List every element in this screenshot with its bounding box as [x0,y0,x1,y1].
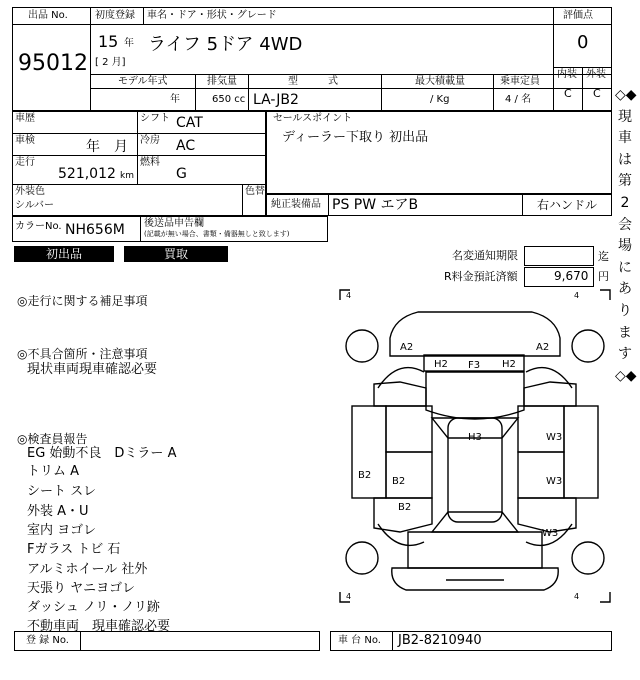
interior-grade: C [564,87,572,100]
rear-bumper [392,568,558,590]
inspector-line: EG 始動不良 Dミラー A [27,446,177,461]
displacement-label: 排気量 [207,76,237,87]
rating-value: 0 [577,32,589,53]
mark-f3: F3 [468,360,481,371]
hood [426,372,524,419]
driving-heading: ◎走行に関する補足事項 [17,294,148,308]
capacity-value: 4 / 名 [505,94,532,105]
tire-labels [346,291,579,601]
tire-label-front-left: 4 [346,291,352,300]
capacity-label: 乗車定員 [500,76,540,87]
interior-label: 内装 [557,69,577,80]
door-front-left [386,406,432,452]
mileage-unit: km [120,171,134,181]
fuel-label: 燃料 [140,157,160,168]
model-year-unit: 年 [170,94,180,105]
color-label: 外装色 [15,186,45,197]
purchase-badge: 買取 [124,246,228,262]
car-damage-diagram [338,288,612,604]
tire-icon [572,542,604,574]
tire-label-rear-right: 4 [574,592,580,601]
model-code: LA-JB2 [253,92,299,108]
mileage-label: 走行 [15,157,35,168]
body-right [564,406,598,498]
model-year-label: モデル年式 [118,76,168,87]
first-reg-year: 15 [98,32,119,51]
inspection-label: 車検 [15,135,35,146]
inspector-line: 不動車両 現車確認必要 [27,619,171,634]
front-bumper [390,312,560,356]
sales-point-text: ディーラー下取り 初出品 [282,130,429,145]
lot-no-label: 出品 No. [28,10,68,21]
mileage-value: 521,012 [58,166,116,182]
equipment-value: PS PW エアB [332,197,419,213]
steering-value: 右ハンドル [537,198,598,212]
door-rear-right [518,452,564,498]
fuel-value: G [176,166,187,182]
mark-h3: H3 [468,432,482,443]
tire-icon [346,542,378,574]
recycle-label: R料金預託済額 [444,270,518,283]
lot-no: 95012 [18,51,88,76]
inspector-line: トリム A [27,464,80,479]
after-report-note: (記載が無い場合、書類・備器無しと致します) [144,230,290,238]
max-load-label: 最大積載量 [415,76,465,87]
first-reg-label: 初度登録 [95,10,135,21]
inspection-value: 年 月 [86,139,128,155]
mark-b2-rear: B2 [398,502,412,513]
rear-gate [408,532,542,568]
tire-icon [346,330,378,362]
after-report-label: 後送品申告欄 [144,218,204,229]
exterior-label: 外装 [586,69,606,80]
mark-h2-right: H2 [502,359,516,370]
side-banner: ◇◆現車は第2会場にあります◇◆ [615,87,637,384]
type-label: 型 式 [288,76,338,87]
tire-icon [572,330,604,362]
inspector-heading: ◎検査員報告 [17,432,88,446]
displacement-value: 650 cc [212,94,246,105]
mark-b2-side: B2 [358,470,372,481]
shift-value: CAT [176,115,203,131]
exterior-grade: C [593,87,601,100]
recycle-unit: 円 [598,270,609,283]
door-rear-left [386,452,432,498]
inspector-line: 天張り ヤニヨゴレ [27,581,136,596]
front-fender-left [374,382,426,406]
mark-a2-left: A2 [400,342,414,353]
rear-fender-right [518,498,576,532]
tire-label-rear-left: 4 [346,592,352,601]
deadline-unit: 迄 [598,250,609,263]
corner-bracket [600,290,610,300]
inspector-line: シート スレ [27,484,97,499]
history-label: 車歴 [15,113,35,124]
color-value: シルバー [15,200,55,211]
ac-value: AC [176,138,196,154]
shift-label: シフト [140,113,170,124]
car-name: ライフ 5ドア 4WD [148,34,303,55]
defect-heading: ◎不具合箇所・注意事項 [17,347,148,361]
color-no-label: カラーNo. [15,221,62,232]
defect-text: 現状車両現車確認必要 [27,362,158,377]
rating-label: 評価点 [563,10,593,21]
tire-label-front-right: 4 [574,291,580,300]
chassis-label: 車 台 No. [338,635,381,646]
inspector-line: ダッシュ ノリ・ノリ跡 [27,600,160,615]
equipment-label: 純正装備品 [271,199,321,210]
inspector-line: 外装 A・U [27,504,89,519]
corner-bracket [600,592,610,602]
body-left [352,406,386,498]
color-no-value: NH656M [65,222,125,238]
ac-label: 冷房 [140,135,160,146]
deadline-box [524,246,594,266]
inspector-line: 室内 ヨゴレ [27,523,97,538]
recycle-amount: 9,670 [554,269,589,283]
inspector-line: アルミホイール 社外 [27,562,148,577]
mark-b2-door: B2 [392,476,406,487]
mark-w3-lower: W3 [542,528,559,539]
max-load-value: / Kg [430,94,450,105]
first-listing-badge: 初出品 [14,246,114,262]
color-change-label: 色替 [245,186,265,197]
deadline-label: 名変通知期限 [452,249,518,262]
sales-point-label: セールスポイント [273,113,353,124]
door-front-right [518,406,564,452]
reg-no-label: 登 録 No. [26,635,69,646]
inspector-line: Fガラス トビ 石 [27,542,121,557]
chassis-no: JB2-8210940 [398,633,482,648]
mark-a2-right: A2 [536,342,550,353]
first-reg-year-unit: 年 [124,38,134,49]
mark-w3-upper: W3 [546,432,563,443]
front-fender-right [524,382,576,406]
car-name-label: 車名・ドア・形状・グレード [147,10,277,21]
mark-w3-middle: W3 [546,476,563,487]
first-reg-month: [ 2 月] [95,57,126,68]
mark-h2-left: H2 [434,359,448,370]
